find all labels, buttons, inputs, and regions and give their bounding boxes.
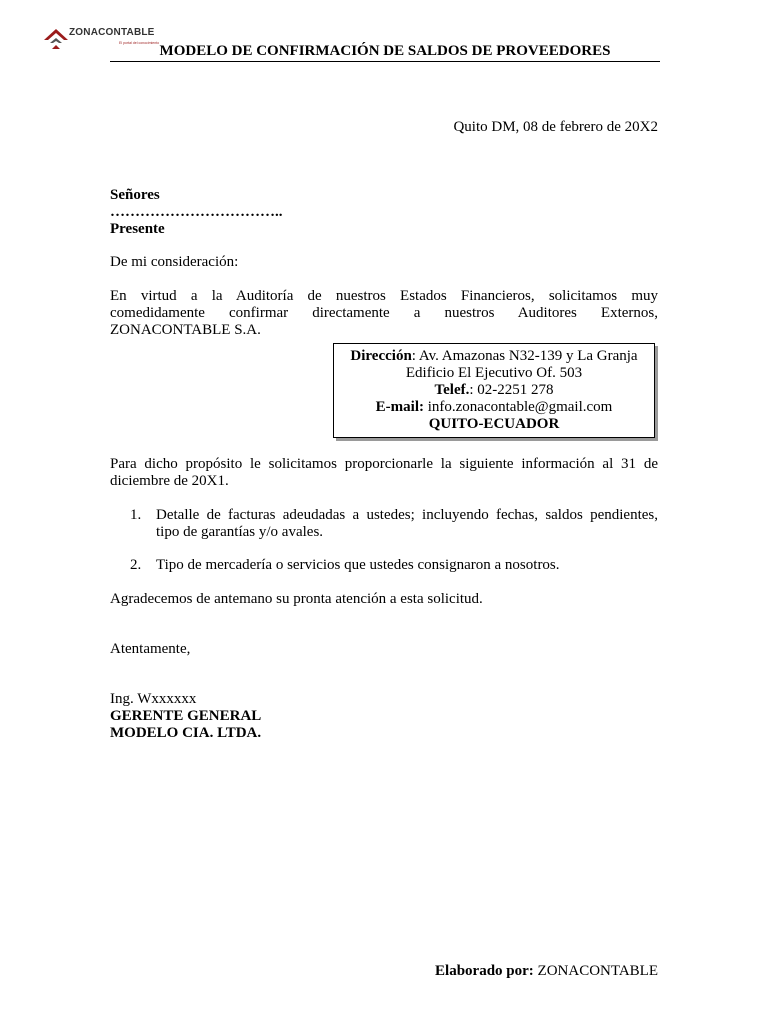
greeting: De mi consideración: [110,254,239,270]
intro-line-3: ZONACONTABLE S.A. [110,322,261,338]
footer-credit [110,963,658,980]
signer-name: Ing. Wxxxxxx [110,691,197,707]
address-label: Dirección [350,348,412,364]
email-label: E-mail: [375,399,424,415]
salutation: Señores [110,187,160,203]
intro-line-1: En virtud a la Auditoría de nuestros Estados Financieros, solicitamos muy [110,288,658,304]
list-item-number: 2. [130,557,142,573]
phone-line [334,382,654,399]
presente-label: Presente [110,221,165,237]
document-title: MODELO DE CONFIRMACIÓN DE SALDOS DE PROVEEDORES [159,43,611,59]
thanks-line: Agradecemos de antemano su pronta atención a esta solicitud. [110,591,483,607]
list-item [130,557,658,574]
city-line: QUITO-ECUADOR [428,416,560,432]
logo-mark-icon [42,26,70,50]
list-item [130,507,658,541]
address-value: : Av. Amazonas N32-139 y La Granja [411,348,638,364]
signer-title: GERENTE GENERAL [110,708,262,724]
signer-company: MODELO CIA. LTDA. [110,725,262,741]
header-divider [110,61,660,62]
list-item-text-line-1: Detalle de facturas adeudadas a ustedes; incluyendo fechas, saldos pendientes, [156,507,658,523]
request-line-1: Para dicho propósito le solicitamos proporcionarle la siguiente información al 31 de [110,456,658,472]
list-item-number: 1. [130,507,142,523]
recipient-placeholder: …………………………….. [110,204,283,220]
list-item-text-line-1: Tipo de mercadería o servicios que ustedes consignaron a nosotros. [156,557,560,573]
intro-line-2: comedidamente confirmar directamente a nuestros Auditores Externos, [110,305,658,321]
request-line-2: diciembre de 20X1. [110,473,229,489]
logo-text: ZONACONTABLE [69,27,155,38]
phone-label: Telef. [434,382,470,398]
letter-date: Quito DM, 08 de febrero de 20X2 [453,119,658,135]
footer-value: ZONACONTABLE [533,963,658,979]
closing: Atentamente, [110,641,191,657]
email-line [334,399,654,416]
logo-tagline: El portal del conocimiento [119,41,160,45]
auditor-address-box [333,343,655,438]
phone-value: : 02-2251 278 [469,382,554,398]
building-line: Edificio El Ejecutivo Of. 503 [405,365,583,381]
list-item-text-line-2: tipo de garantías y/o avales. [156,524,324,540]
address-line [334,348,654,365]
email-value: info.zonacontable@gmail.com [423,399,613,415]
footer-label: Elaborado por: [435,963,534,979]
